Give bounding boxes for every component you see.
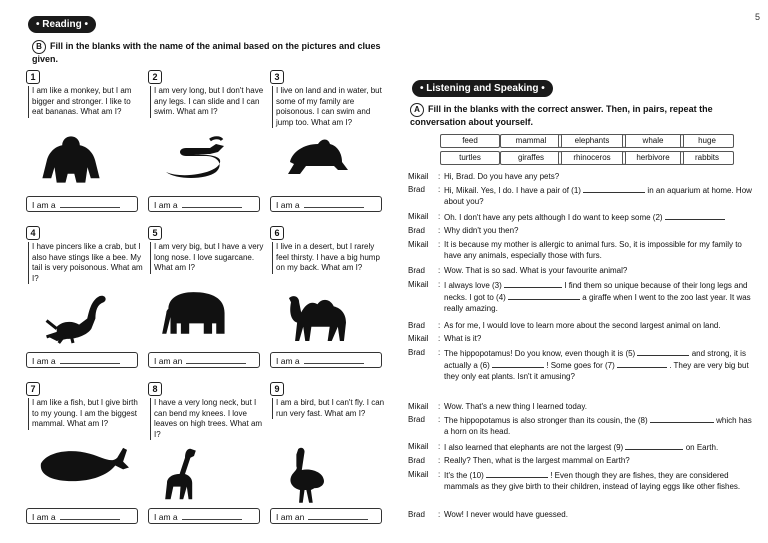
dialogue-segment: which has a horn on its head. [444,416,752,436]
answer-blank[interactable] [182,198,242,208]
answer-blank[interactable] [486,469,548,478]
answer-prefix: I am an [276,512,305,522]
answer-blank[interactable] [650,414,714,423]
dialogue-text [444,265,752,276]
card-number: 8 [148,382,162,396]
ostrich-icon [280,444,375,502]
dialogue-text [444,441,752,453]
riddle-card [26,226,141,376]
answer-blank[interactable] [60,354,120,364]
dialogue-segment: Hi, Brad. Do you have any pets? [444,172,560,181]
reading-section-title: • Reading • [28,16,96,33]
dialogue-text [444,414,752,437]
dialogue-segment: I find them so unique because of their long legs and necks. I got to (4) [444,281,748,302]
speaker-name: Mikail [408,240,429,249]
dialogue-segment: I always love (3) [444,281,502,290]
answer-blank[interactable] [304,198,364,208]
gorilla-icon [36,132,131,190]
dialogue-segment: a giraffe when I went to the zoo last year. It was really amazing. [444,293,751,313]
speaker-colon: : [438,442,441,451]
speaker-name: Brad [408,226,425,235]
giraffe-icon [158,444,253,502]
dialogue-segment: and strong, it is actually a (6) [444,349,746,370]
reading-instruction [32,40,392,65]
dialogue-segment: Why didn't you then? [444,226,519,235]
speaker-name: Brad [408,348,425,357]
speaker-name: Brad [408,185,425,194]
scorpion-icon [36,288,131,346]
whale-icon [36,444,131,502]
dialogue-segment: Hi, Mikail. Yes, I do. I have a pair of (1) [444,186,581,195]
word-mammal: mammal [500,134,562,148]
answer-prefix: I am a [32,512,56,522]
dialogue-text [444,455,752,466]
camel-icon [280,288,375,346]
dialogue-segment: ! Some goes for (7) [546,361,615,370]
answer-blank[interactable] [308,510,368,520]
speaker-name: Brad [408,456,425,465]
riddle-card [270,70,385,220]
answer-field[interactable] [148,508,260,524]
answer-blank[interactable] [504,279,562,288]
speaker-name: Brad [408,510,425,519]
answer-prefix: I am an [154,356,183,366]
answer-blank[interactable] [508,291,580,300]
dialogue-segment: . They are very big but they only eat plants. Isn't it amusing? [444,361,749,381]
speaker-colon: : [438,212,441,221]
answer-prefix: I am a [32,200,56,210]
speaker-colon: : [438,226,441,235]
answer-field[interactable] [270,508,382,524]
riddle-card [148,382,263,532]
riddle-card [270,226,385,376]
speaker-colon: : [438,280,441,289]
answer-blank[interactable] [617,359,667,368]
task-letter-b: B [32,40,46,54]
answer-prefix: I am a [276,200,300,210]
answer-blank[interactable] [60,510,120,520]
answer-blank[interactable] [583,184,645,193]
listening-instruction-text: Fill in the blanks with the correct answer. Then, in pairs, repeat the conversation about yourself. [410,104,713,127]
answer-blank[interactable] [637,347,689,356]
word-rabbits: rabbits [680,151,734,165]
answer-blank[interactable] [186,354,246,364]
riddle-card [148,226,263,376]
dialogue-text [444,333,752,344]
dialogue-segment: Really? Then, what is the largest mammal on Earth? [444,456,630,465]
card-clue: I am a bird, but I can't fly. I can run very fast. What am I? [272,398,388,419]
word-rhinoceros: rhinoceros [558,151,626,165]
answer-field[interactable] [148,196,260,212]
dialogue-segment: I also learned that elephants are not the largest (9) [444,443,624,452]
word-herbivore: herbivore [622,151,684,165]
speaker-colon: : [438,321,441,330]
dialogue-segment: Oh. I don't have any pets although I do want to keep some (2) [444,213,663,222]
answer-field[interactable] [26,196,138,212]
frog-icon [280,132,375,190]
speaker-name: Brad [408,266,425,275]
answer-field[interactable] [26,352,138,368]
dialogue-text [444,469,752,492]
dialogue-segment: The hippopotamus is also stronger than its cousin, the (8) [444,416,648,425]
word-giraffes: giraffes [500,151,562,165]
card-number: 5 [148,226,162,240]
speaker-colon: : [438,470,441,479]
speaker-name: Mikail [408,470,429,479]
dialogue-segment: As for me, I would love to learn more about the second largest animal on land. [444,321,721,330]
speaker-colon: : [438,348,441,357]
card-number: 3 [270,70,284,84]
speaker-colon: : [438,334,441,343]
task-letter-a: A [410,103,424,117]
answer-field[interactable] [26,508,138,524]
word-feed: feed [440,134,500,148]
answer-prefix: I am a [154,512,178,522]
card-number: 9 [270,382,284,396]
dialogue-segment: in an aquarium at home. How about you? [444,186,752,206]
card-number: 6 [270,226,284,240]
answer-prefix: I am a [154,200,178,210]
riddle-card [148,70,263,220]
answer-blank[interactable] [625,441,683,450]
speaker-name: Mikail [408,172,429,181]
speaker-colon: : [438,172,441,181]
speaker-colon: : [438,456,441,465]
answer-prefix: I am a [32,356,56,366]
speaker-colon: : [438,415,441,424]
card-clue: I have pincers like a crab, but I also have stings like a bee. My tail is very poisonous. What am I? [28,242,144,284]
speaker-name: Mikail [408,334,429,343]
answer-blank[interactable] [182,510,242,520]
card-clue: I am like a monkey, but I am bigger and stronger. I like to eat bananas. What am I? [28,86,144,118]
speaker-colon: : [438,402,441,411]
elephant-icon [158,288,253,346]
riddle-card [26,70,141,220]
dialogue-text [444,279,752,314]
speaker-name: Mikail [408,442,429,451]
card-number: 4 [26,226,40,240]
dialogue-text [444,401,752,412]
word-whale: whale [622,134,684,148]
speaker-name: Mikail [408,402,429,411]
page-number: 5 [754,12,760,22]
reading-instruction-text: Fill in the blanks with the name of the animal based on the pictures and clues given. [32,41,381,64]
speaker-colon: : [438,185,441,194]
speaker-name: Mikail [408,212,429,221]
speaker-name: Brad [408,415,425,424]
card-clue: I live on land and in water, but some of my family are poisonous. I can swim and jump too. What am I? [272,86,388,128]
dialogue-text [444,509,752,520]
answer-prefix: I am a [276,356,300,366]
answer-field[interactable] [270,196,382,212]
card-clue: I am very long, but I don't have any legs. I can slide and I can swim. What am I? [150,86,266,118]
answer-blank[interactable] [60,198,120,208]
dialogue-segment: Wow! I never would have guessed. [444,510,568,519]
dialogue-segment: Wow. That's a new thing I learned today. [444,402,587,411]
speaker-colon: : [438,240,441,249]
card-clue: I am like a fish, but I give birth to my young. I am the biggest mammal. What am I? [28,398,144,430]
snake-icon [158,132,253,190]
speaker-colon: : [438,266,441,275]
word-turtles: turtles [440,151,500,165]
listening-section-title: • Listening and Speaking • [412,80,553,97]
word-bank [440,134,730,164]
dialogue-text [444,347,752,382]
card-number: 7 [26,382,40,396]
dialogue-text [444,171,752,182]
dialogue-text [444,320,752,331]
dialogue-segment: ! Even though they are fishes, they are considered mammals as they give birth to their children, instead of laying eggs like other fishes. [444,471,741,491]
card-clue: I have a very long neck, but I can bend my knees. I love leaves on high trees. What am I? [150,398,266,440]
card-number: 1 [26,70,40,84]
answer-field[interactable] [148,352,260,368]
speaker-name: Brad [408,321,425,330]
speaker-colon: : [438,510,441,519]
riddle-card [26,382,141,532]
speaker-name: Mikail [408,280,429,289]
dialogue-segment: The hippopotamus! Do you know, even though it is (5) [444,349,636,358]
dialogue-segment: It's the (10) [444,471,484,480]
listening-title-text: Listening and Speaking [426,83,539,94]
answer-field[interactable] [270,352,382,368]
dialogue-segment: What is it? [444,334,482,343]
answer-blank[interactable] [665,211,725,220]
card-number: 2 [148,70,162,84]
dialogue-text [444,211,752,223]
answer-blank[interactable] [492,359,544,368]
answer-blank[interactable] [304,354,364,364]
dialogue-text [444,239,752,261]
dialogue-segment: on Earth. [685,443,719,452]
word-huge: huge [680,134,734,148]
word-elephants: elephants [558,134,626,148]
dialogue-segment: It is because my mother is allergic to animal furs. So, it is impossible for my family to have any animals, especially those with furs. [444,240,742,260]
dialogue-text [444,225,752,236]
dialogue-segment: Wow. That is so sad. What is your favourite animal? [444,266,628,275]
dialogue-text [444,184,752,207]
card-clue: I am very big, but I have a very long nose. I love sugarcane. What am I? [150,242,266,274]
card-clue: I live in a desert, but I rarely feel thirsty. I have a big hump on my back. What am I? [272,242,388,274]
riddle-card [270,382,385,532]
listening-instruction [410,103,755,128]
reading-title-text: Reading [42,19,82,30]
